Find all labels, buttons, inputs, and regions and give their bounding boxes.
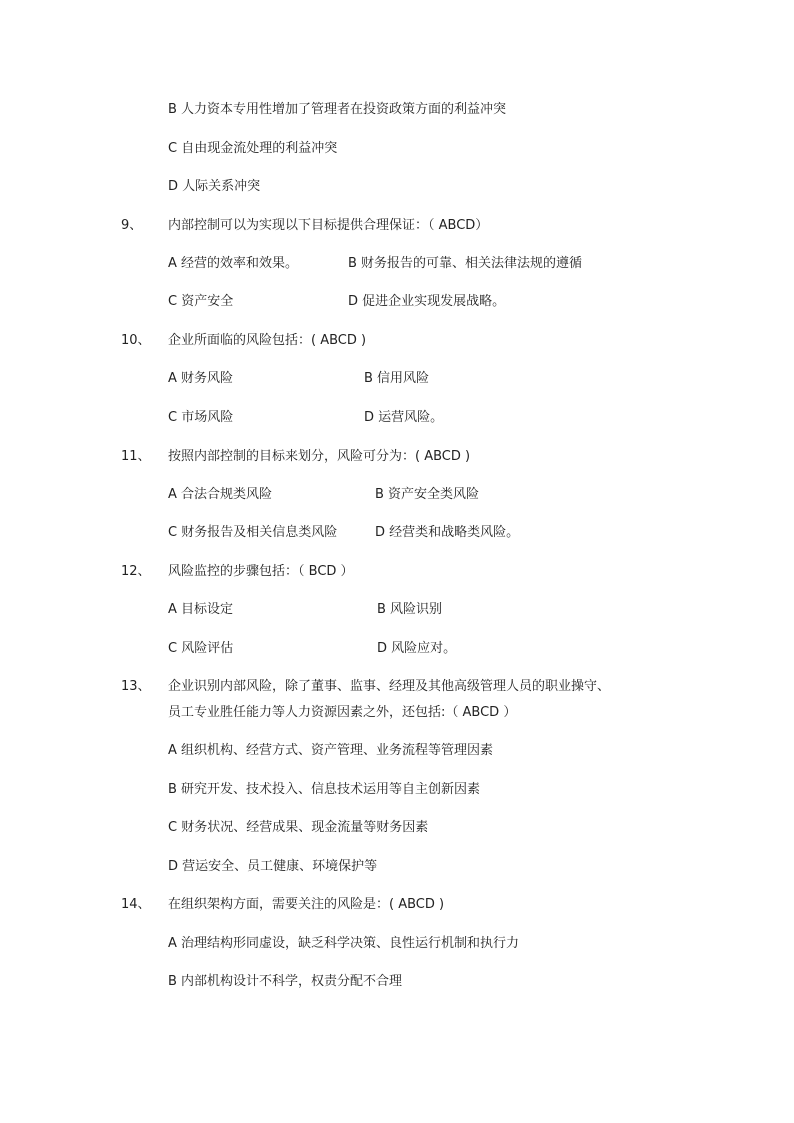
option-line: B 风险识别 — [377, 602, 443, 617]
option-line: D 风险应对。 — [377, 641, 457, 656]
option-line: A 财务风险 — [168, 371, 234, 386]
question-text: 企业识别内部风险，除了董事、监事、经理及其他高级管理人员的职业操守、 — [168, 679, 611, 694]
question-number: 9、 — [121, 218, 143, 233]
option-line: C 风险评估 — [168, 641, 234, 656]
option-line: B 信用风险 — [364, 371, 430, 386]
question-number: 13、 — [121, 679, 151, 694]
option-line: C 市场风险 — [168, 410, 234, 425]
question-number: 14、 — [121, 897, 151, 912]
option-line: A 组织机构、经营方式、资产管理、业务流程等管理因素 — [168, 743, 494, 758]
question-text: 风险监控的步骤包括：（ BCD ） — [168, 564, 354, 579]
option-line: D 运营风险。 — [364, 410, 444, 425]
option-line: C 财务状况、经营成果、现金流量等财务因素 — [168, 820, 429, 835]
question-text: 企业所面临的风险包括：( ABCD ) — [168, 333, 367, 348]
option-line: B 财务报告的可靠、相关法律法规的遵循 — [348, 256, 583, 271]
question-number: 11、 — [121, 449, 151, 464]
option-line: D 促进企业实现发展战略。 — [348, 294, 506, 309]
option-line: B 人力资本专用性增加了管理者在投资政策方面的利益冲突 — [168, 102, 507, 117]
question-text: 在组织架构方面，需要关注的风险是：( ABCD ) — [168, 897, 445, 912]
option-line: C 自由现金流处理的利益冲突 — [168, 141, 338, 156]
question-text: 员工专业胜任能力等人力资源因素之外，还包括:（ ABCD ） — [168, 705, 517, 720]
option-line: A 经营的效率和效果。 — [168, 256, 299, 271]
option-line: A 合法合规类风险 — [168, 487, 273, 502]
question-text: 按照内部控制的目标来划分，风险可分为：( ABCD ) — [168, 449, 471, 464]
option-line: C 资产安全 — [168, 294, 234, 309]
option-line: D 营运安全、员工健康、环境保护等 — [168, 859, 378, 874]
question-number: 10、 — [121, 333, 151, 348]
option-line: D 人际关系冲突 — [168, 179, 261, 194]
question-text: 内部控制可以为实现以下目标提供合理保证：（ ABCD） — [168, 218, 489, 233]
option-line: B 资产安全类风险 — [375, 487, 480, 502]
option-line: B 研究开发、技术投入、信息技术运用等自主创新因素 — [168, 782, 481, 797]
question-number: 12、 — [121, 564, 151, 579]
option-line: A 治理结构形同虚设，缺乏科学决策、良性运行机制和执行力 — [168, 936, 520, 951]
option-line: D 经营类和战略类风险。 — [375, 525, 520, 540]
option-line: B 内部机构设计不科学，权责分配不合理 — [168, 974, 403, 989]
option-line: C 财务报告及相关信息类风险 — [168, 525, 338, 540]
option-line: A 目标设定 — [168, 602, 234, 617]
